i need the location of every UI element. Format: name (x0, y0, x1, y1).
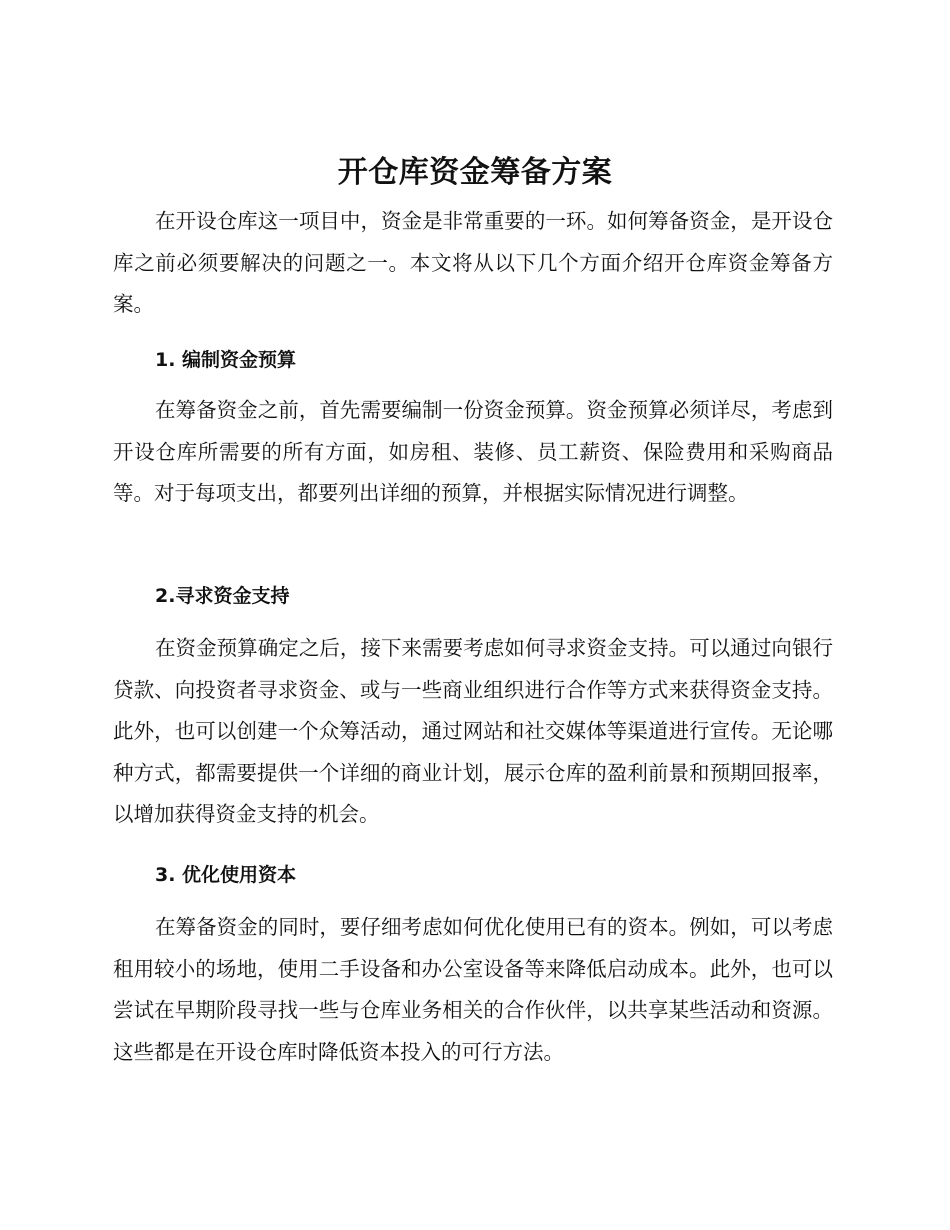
section-body-budget: 在筹备资金之前，首先需要编制一份资金预算。资金预算必须详尽，考虑到开设仓库所需要的所有方面，如房租、装修、员工薪资、保险费用和采购商品等。对于每项支出，都要列出详细的预算，并根据实际情况进行调整。 (113, 398, 833, 505)
section-body-funding: 在资金预算确定之后，接下来需要考虑如何寻求资金支持。可以通过向银行贷款、向投资者寻求资金、或与一些商业组织进行合作等方式来获得资金支持。此外，也可以创建一个众筹活动，通过网站和社交媒体等渠道进行宣传。无论哪种方式，都需要提供一个详细的商业计划，展示仓库的盈利前景和预期回报率，以增加获得资金支持的机会。 (113, 636, 833, 826)
document-title: 开仓库资金筹备方案 (337, 155, 613, 190)
section-heading-funding: 2.寻求资金支持 (155, 585, 290, 607)
section-heading-capital: 3. 优化使用资本 (155, 864, 297, 886)
section-body-capital: 在筹备资金的同时，要仔细考虑如何优化使用已有的资本。例如，可以考虑租用较小的场地，使用二手设备和办公室设备等来降低启动成本。此外，也可以尝试在早期阶段寻找一些与仓库业务相关的合作伙伴，以共享某些活动和资源。这些都是在开设仓库时降低资本投入的可行方法。 (113, 915, 833, 1064)
section-heading-budget: 1. 编制资金预算 (155, 349, 297, 371)
intro-paragraph: 在开设仓库这一项目中，资金是非常重要的一环。如何筹备资金，是开设仓库之前必须要解决的问题之一。本文将从以下几个方面介绍开仓库资金筹备方案。 (113, 209, 833, 316)
